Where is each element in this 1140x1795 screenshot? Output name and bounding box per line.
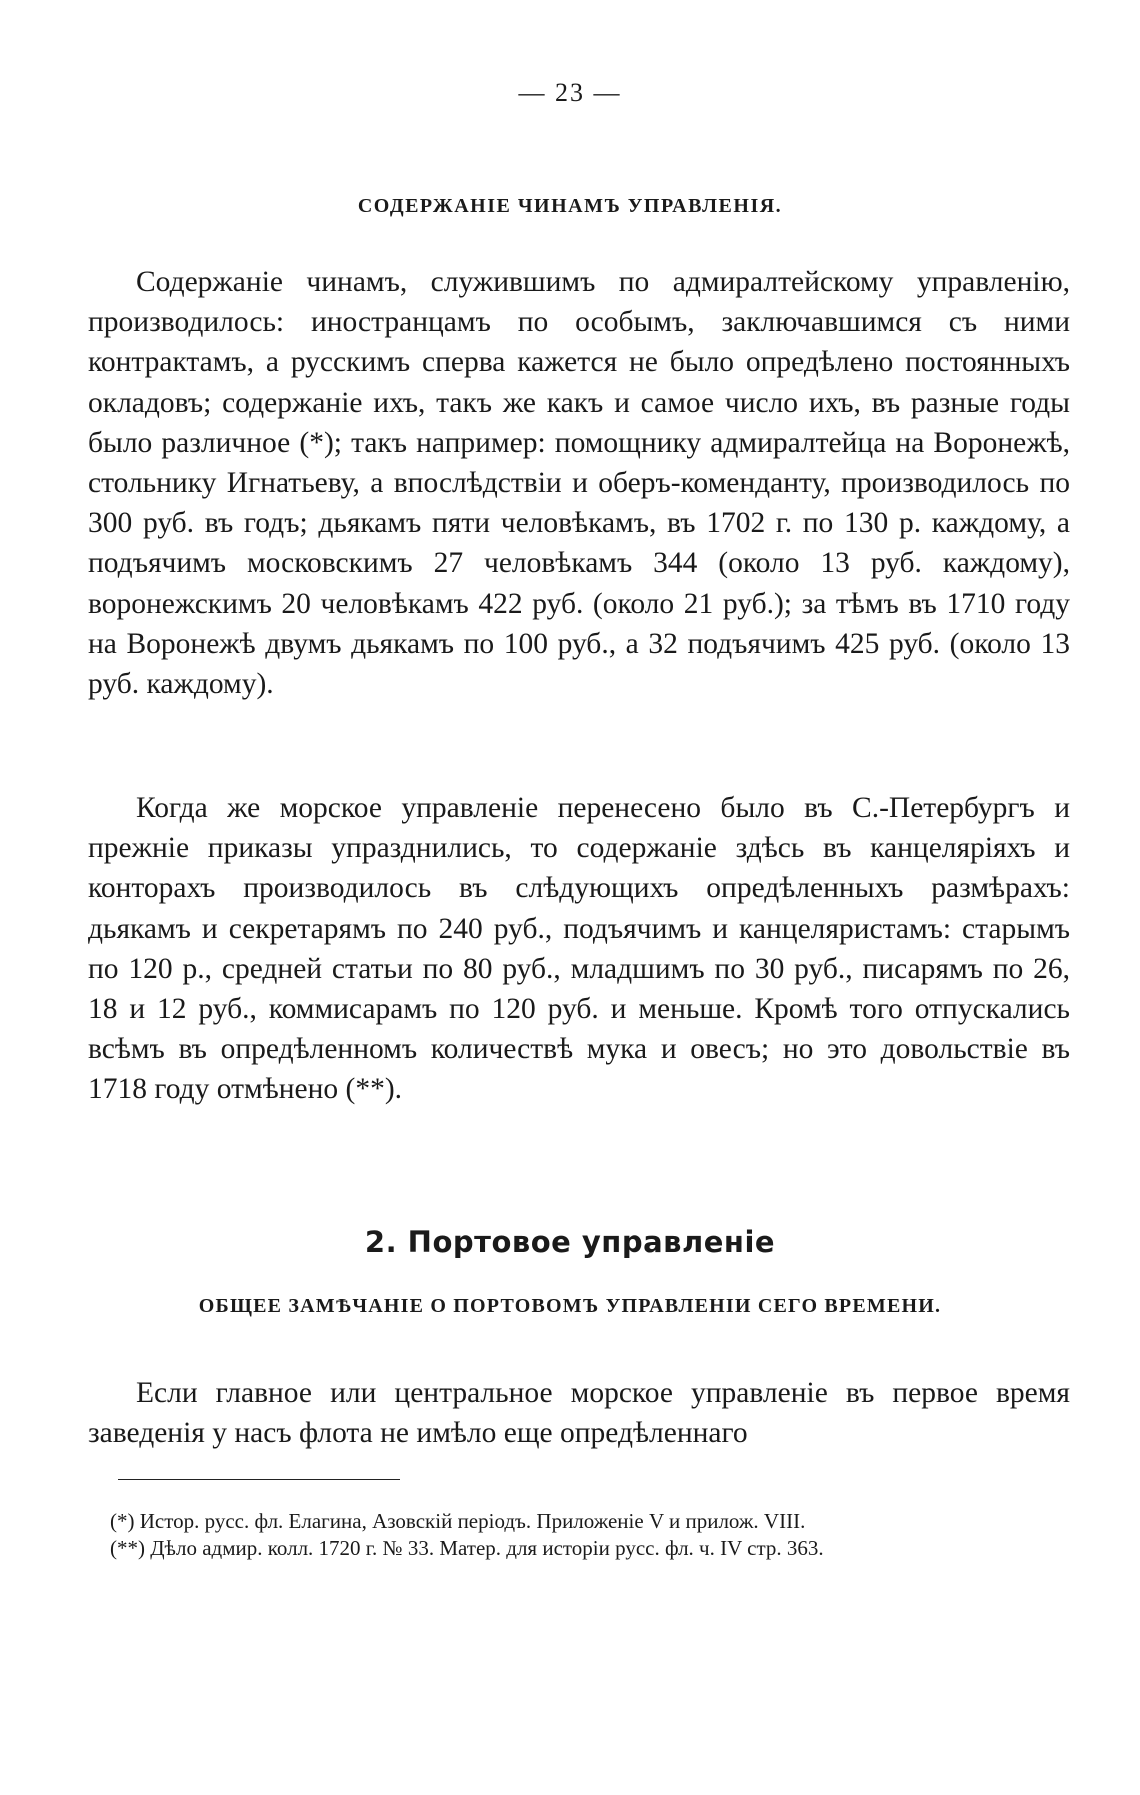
paragraph-port-1: Если главное или центральное морское управленіе въ первое время заведенія у насъ флота не имѣло еще опредѣленнаго (88, 1377, 1070, 1450)
footnotes (88, 1508, 1070, 1562)
page-number: — 23 — (518, 78, 622, 107)
section-heading-port: ОБЩЕЕ ЗАМѢЧАНІЕ О ПОРТОВОМЪ УПРАВЛЕНІИ СЕГО ВРЕМЕНИ. (198, 1295, 942, 1317)
footnote-divider (118, 1479, 400, 1480)
paragraph-salaries-1: Содержаніе чинамъ, служившимъ по адмиралтейскому управленію, производилось: иностранцамъ по особымъ, заключавшимся съ ними контрактамъ, а русскимъ сперва кажется не было опредѣлено постоянныхъ окладовъ; содержаніе ихъ, такъ же какъ и самое число ихъ, въ разные годы было различное (*); такъ например: помощнику адмиралтейца на Воронежѣ, стольнику Игнатьеву, а впослѣдствіи и оберъ-коменданту, производилось по 300 руб. въ годъ; дьякамъ пяти человѣкамъ, въ 1702 г. по 130 р. каждому, а подъячимъ московскимъ 27 человѣкамъ 344 (около 13 руб. каждому), воронежскимъ 20 человѣкамъ 422 руб. (около 21 руб.); за тѣмъ въ 1710 году на Воронежѣ двумъ дьякамъ по 100 руб., а 32 подъячимъ 425 руб. (около 13 руб. каждому). (88, 266, 1070, 701)
footnote-1: (*) Истор. русс. фл. Елагина, Азовскій періодъ. Приложеніе V и прилож. VIII. (110, 1509, 806, 1533)
section-heading-salaries: СОДЕРЖАНІЕ ЧИНАМЪ УПРАВЛЕНІЯ. (357, 195, 783, 217)
footnote-2: (**) Дѣло адмир. колл. 1720 г. № 33. Матер. для исторіи русс. фл. ч. IV стр. 363. (110, 1536, 824, 1560)
paragraph-salaries-2: Когда же морское управленіе перенесено было въ С.-Петербургъ и прежніе приказы упразднились, то содержаніе здѣсь въ канцеляріяхъ и конторахъ производилось въ слѣдующихъ опредѣленныхъ размѣрахъ: дьякамъ и секретарямъ по 240 руб., подъячимъ и канцеляристамъ: старымъ по 120 р., средней статьи по 80 руб., младшимъ по 30 руб., писарямъ по 26, 18 и 12 руб., коммисарамъ по 120 руб. и меньше. Кромѣ того отпускались всѣмъ въ опредѣленномъ количествѣ мука и овесъ; но это довольствіе въ 1718 году отмѣнено (**). (88, 792, 1070, 1106)
chapter-title: 2. Портовое управленіе (364, 1225, 776, 1259)
